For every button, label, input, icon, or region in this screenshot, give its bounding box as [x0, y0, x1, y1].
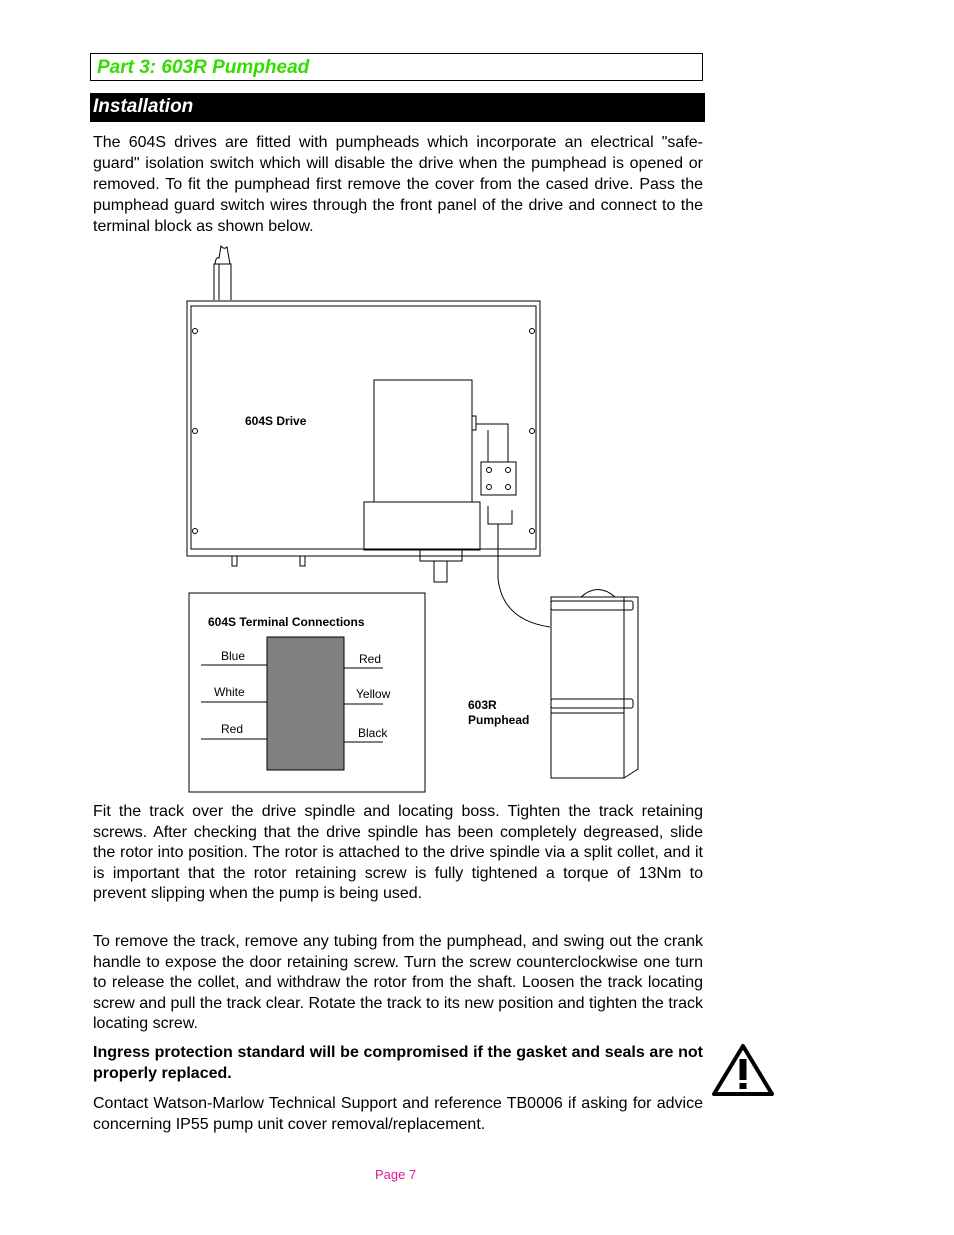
wire-label-red-left: Red — [221, 722, 244, 736]
wire-label-black: Black — [358, 726, 388, 740]
drive-enclosure — [187, 301, 550, 627]
pumphead-label-name: Pumphead — [468, 713, 530, 727]
terminal-block — [267, 637, 344, 770]
pumphead-drawing — [551, 590, 638, 779]
wire-label-blue: Blue — [221, 649, 246, 663]
intro-paragraph: The 604S drives are fitted with pumpheads which incorporate an electrical "safe-guard" isolation switch which will disable the drive when the pumphead is opened or removed. To fit the pumphead first remove the cover from the cased drive. Pass the pumphead guard switch wires through the front panel of the drive and connect to the terminal block as shown below. — [93, 134, 703, 235]
wire-label-yellow: Yellow — [356, 687, 391, 701]
wire-label-red-right: Red — [359, 652, 382, 666]
page-number: Page 7 — [375, 1167, 417, 1182]
track-fitting-paragraph: Fit the track over the drive spindle and locating boss. Tighten the track retaining screws. After checking that the drive spindle has been completely degreased, slide the rotor into position. The rotor is attached to the drive spindle via a split collet, and it is important that the rotor retaining screw is fully tightened a torque of 13Nm to prevent slipping when the pump is being used. — [93, 803, 703, 902]
section-title: Installation — [93, 96, 194, 117]
wire-label-white: White — [214, 685, 245, 699]
terminal-title: 604S Terminal Connections — [208, 615, 365, 629]
support-contact-paragraph: Contact Watson-Marlow Technical Support and reference TB0006 if asking for advice concerning IP55 pump unit cover removal/replacement. — [93, 1095, 703, 1133]
warning-triangle-icon — [711, 1043, 775, 1097]
pumphead-label-model: 603R — [468, 698, 497, 712]
part-title: Part 3: 603R Pumphead — [97, 57, 310, 78]
track-removal-paragraph: To remove the track, remove any tubing from the pumphead, and swing out the crank handle to expose the door retaining screw. Turn the screw counterclockwise one turn to release the collet, and withdraw the rotor from the shaft. Loosen the track locating screw and pull the track clear. Rotate the track to its new position and tighten the track locating screw. — [93, 933, 703, 1032]
drive-label: 604S Drive — [245, 414, 307, 428]
ingress-warning-text: Ingress protection standard will be compromised if the gasket and seals are not properly replaced. — [93, 1044, 703, 1082]
drive-cable-gland — [214, 246, 231, 300]
